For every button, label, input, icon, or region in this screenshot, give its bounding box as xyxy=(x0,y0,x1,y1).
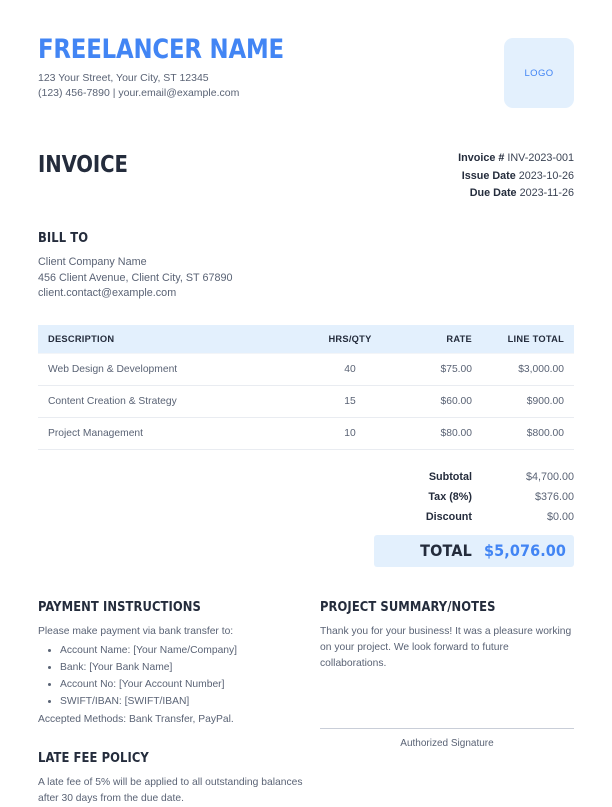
page-title: INVOICE xyxy=(38,152,128,178)
meta-invoice-number-label: Invoice # xyxy=(458,152,505,164)
line-items-table xyxy=(38,325,574,450)
item-description: Web Design & Development xyxy=(38,353,306,385)
subtotal-label: Subtotal xyxy=(428,470,472,483)
item-rate: $80.00 xyxy=(394,417,482,449)
list-item: • Account No: [Your Account Number] xyxy=(60,676,320,693)
item-rate: $60.00 xyxy=(394,385,482,417)
late-fee-section xyxy=(38,750,320,807)
brand-address: 123 Your Street, Your City, ST 12345 xyxy=(38,72,209,85)
brand-contact: (123) 456-7890 | your.email@example.com xyxy=(38,87,240,100)
item-line-total: $900.00 xyxy=(482,385,574,417)
column-header-rate: RATE xyxy=(394,325,482,354)
table-row xyxy=(38,353,574,385)
late-fee-text: A late fee of 5% will be applied to all outstanding balances after 30 days from the due date. xyxy=(38,776,303,804)
meta-issue-date-label: Issue Date xyxy=(461,169,516,182)
meta-due-date-value: 2023-11-26 xyxy=(519,187,574,199)
item-qty: 10 xyxy=(306,417,394,449)
item-line-total: $800.00 xyxy=(482,417,574,449)
signature-line xyxy=(320,728,574,729)
bill-to-heading: BILL TO xyxy=(38,230,89,246)
discount-row xyxy=(374,507,574,527)
list-item: • SWIFT/IBAN: [SWIFT/IBAN] xyxy=(60,693,320,710)
client-company: Client Company Name xyxy=(38,256,147,268)
payment-heading: PAYMENT INSTRUCTIONS xyxy=(38,598,201,615)
meta-due-date-label: Due Date xyxy=(469,187,517,199)
item-description: Project Management xyxy=(38,417,306,449)
totals-section xyxy=(38,467,574,567)
table-row xyxy=(38,385,574,417)
list-item: • Bank: [Your Bank Name] xyxy=(60,659,320,676)
meta-invoice-number xyxy=(458,150,574,168)
item-line-total: $3,000.00 xyxy=(482,353,574,385)
notes-column xyxy=(320,599,574,807)
discount-value: $0.00 xyxy=(546,510,574,523)
tax-row xyxy=(374,487,574,507)
logo-label: LOGO xyxy=(524,67,554,79)
item-description: Content Creation & Strategy xyxy=(38,385,306,417)
meta-issue-date-value: 2023-10-26 xyxy=(518,169,574,182)
title-row xyxy=(38,154,574,212)
notes-heading: PROJECT SUMMARY/NOTES xyxy=(320,598,496,615)
brand-name: FREELANCER NAME xyxy=(38,34,284,65)
payment-details-list xyxy=(38,642,320,710)
client-email: client.contact@example.com xyxy=(38,287,177,299)
meta-due-date xyxy=(458,185,574,203)
table-header-row xyxy=(38,325,574,354)
footer-columns xyxy=(38,599,574,807)
discount-label: Discount xyxy=(425,510,472,523)
accepted-methods: Accepted Methods: Bank Transfer, PayPal. xyxy=(38,713,234,725)
document-header xyxy=(38,0,574,118)
subtotal-value: $4,700.00 xyxy=(525,470,574,483)
late-fee-heading: LATE FEE POLICY xyxy=(38,749,149,766)
logo-placeholder xyxy=(504,38,574,108)
payment-intro: Please make payment via bank transfer to: xyxy=(38,625,234,637)
item-rate: $75.00 xyxy=(394,353,482,385)
subtotal-row xyxy=(374,467,574,487)
client-address: 456 Client Avenue, Client City, ST 67890 xyxy=(38,271,233,284)
column-header-qty: HRS/QTY xyxy=(306,325,394,354)
tax-value: $376.00 xyxy=(534,490,574,503)
grand-total-label: TOTAL xyxy=(420,540,473,560)
meta-issue-date xyxy=(458,168,574,186)
signature-block xyxy=(320,728,574,749)
list-item: • Account Name: [Your Name/Company] xyxy=(60,642,320,659)
grand-total-value: $5,076.00 xyxy=(484,540,566,560)
item-qty: 15 xyxy=(306,385,394,417)
notes-text: Thank you for your business! It was a pleasure working on your project. We look forward to future collaborations. xyxy=(320,625,572,669)
bill-to-section xyxy=(38,230,574,302)
column-header-description: DESCRIPTION xyxy=(38,325,306,354)
meta-invoice-number-value: INV-2023-001 xyxy=(507,152,574,164)
signature-label: Authorized Signature xyxy=(400,737,494,749)
item-qty: 40 xyxy=(306,353,394,385)
column-header-line-total: LINE TOTAL xyxy=(482,325,574,354)
payment-column xyxy=(38,599,320,807)
invoice-meta xyxy=(458,150,574,203)
tax-label: Tax (8%) xyxy=(428,490,472,503)
grand-total-row xyxy=(374,535,574,567)
table-row xyxy=(38,417,574,449)
